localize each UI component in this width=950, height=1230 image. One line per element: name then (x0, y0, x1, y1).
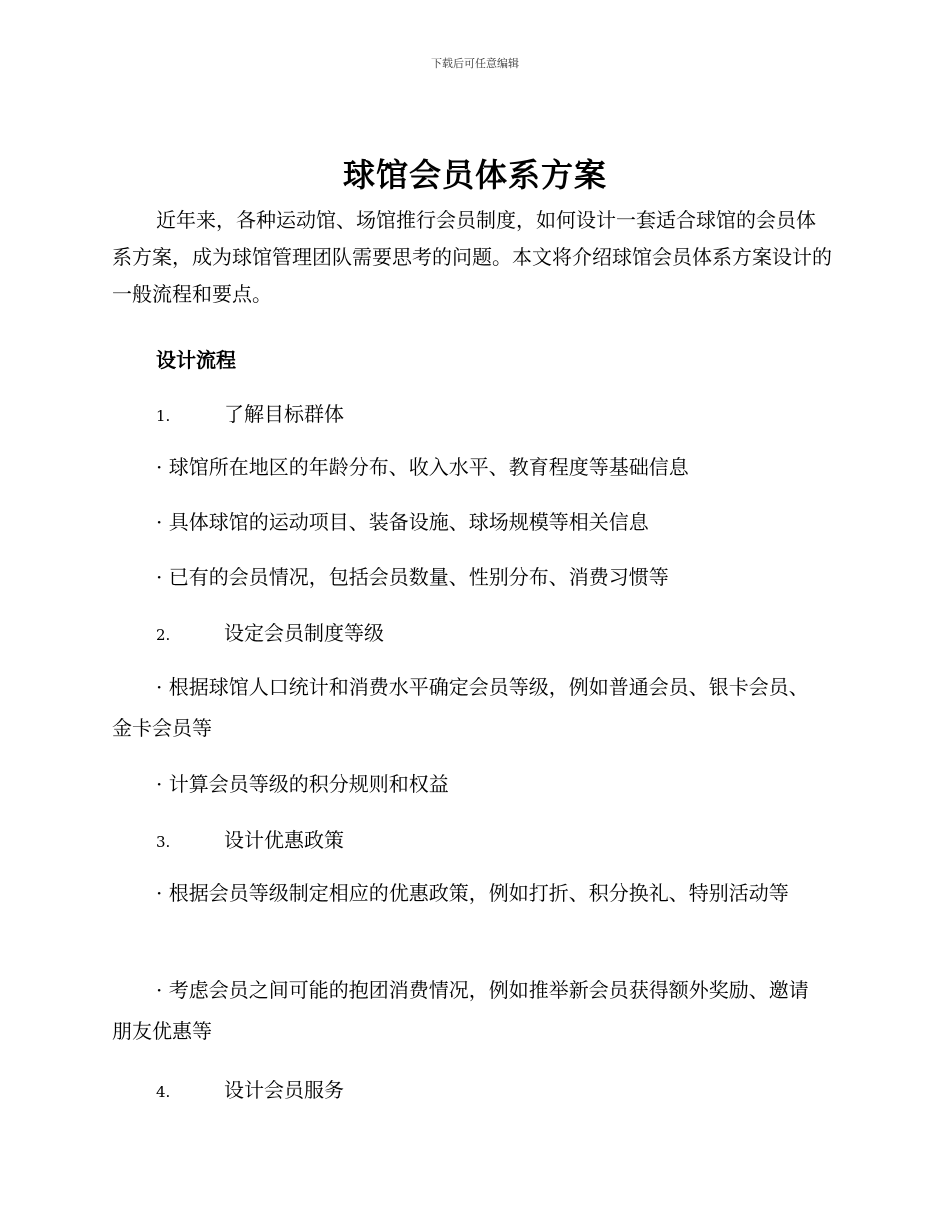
step-1 (156, 400, 344, 430)
section-heading: 设计流程 (156, 348, 236, 372)
step-number: 4. (156, 1083, 171, 1101)
bullet-item: · 考虑会员之间可能的抱团消费情况，例如推举新会员获得额外奖励、邀请朋友优惠等 (112, 978, 809, 1043)
step-number: 3. (156, 833, 171, 851)
header-note: 下载后可任意编辑 (431, 57, 519, 70)
intro-paragraph: 近年来，各种运动馆、场馆推行会员制度，如何设计一套适合球馆的会员体系方案，成为球馆管理团队需要思考的问题。本文将介绍球馆会员体系方案设计的一般流程和要点。 (112, 208, 832, 306)
document-title: 球馆会员体系方案 (342, 156, 607, 194)
bullet-item: · 已有的会员情况，包括会员数量、性别分布、消费习惯等 (156, 565, 669, 589)
step-title: 设计优惠政策 (224, 828, 344, 852)
step-title: 设定会员制度等级 (224, 621, 384, 645)
bullet-item: · 具体球馆的运动项目、装备设施、球场规模等相关信息 (156, 510, 649, 534)
bullet-item: · 根据球馆人口统计和消费水平确定会员等级，例如普通会员、银卡会员、金卡会员等 (112, 675, 809, 740)
bullet-item: · 计算会员等级的积分规则和权益 (156, 772, 449, 796)
step-title: 设计会员服务 (224, 1078, 344, 1102)
step-number: 2. (156, 626, 171, 644)
bullet-item: · 根据会员等级制定相应的优惠政策，例如打折、积分换礼、特别活动等 (156, 881, 789, 905)
step-4 (156, 1076, 344, 1106)
step-title: 了解目标群体 (224, 402, 344, 426)
bullet-item: · 球馆所在地区的年龄分布、收入水平、教育程度等基础信息 (156, 455, 689, 479)
step-3 (156, 826, 344, 856)
step-2 (156, 619, 384, 649)
step-number: 1. (156, 407, 171, 425)
